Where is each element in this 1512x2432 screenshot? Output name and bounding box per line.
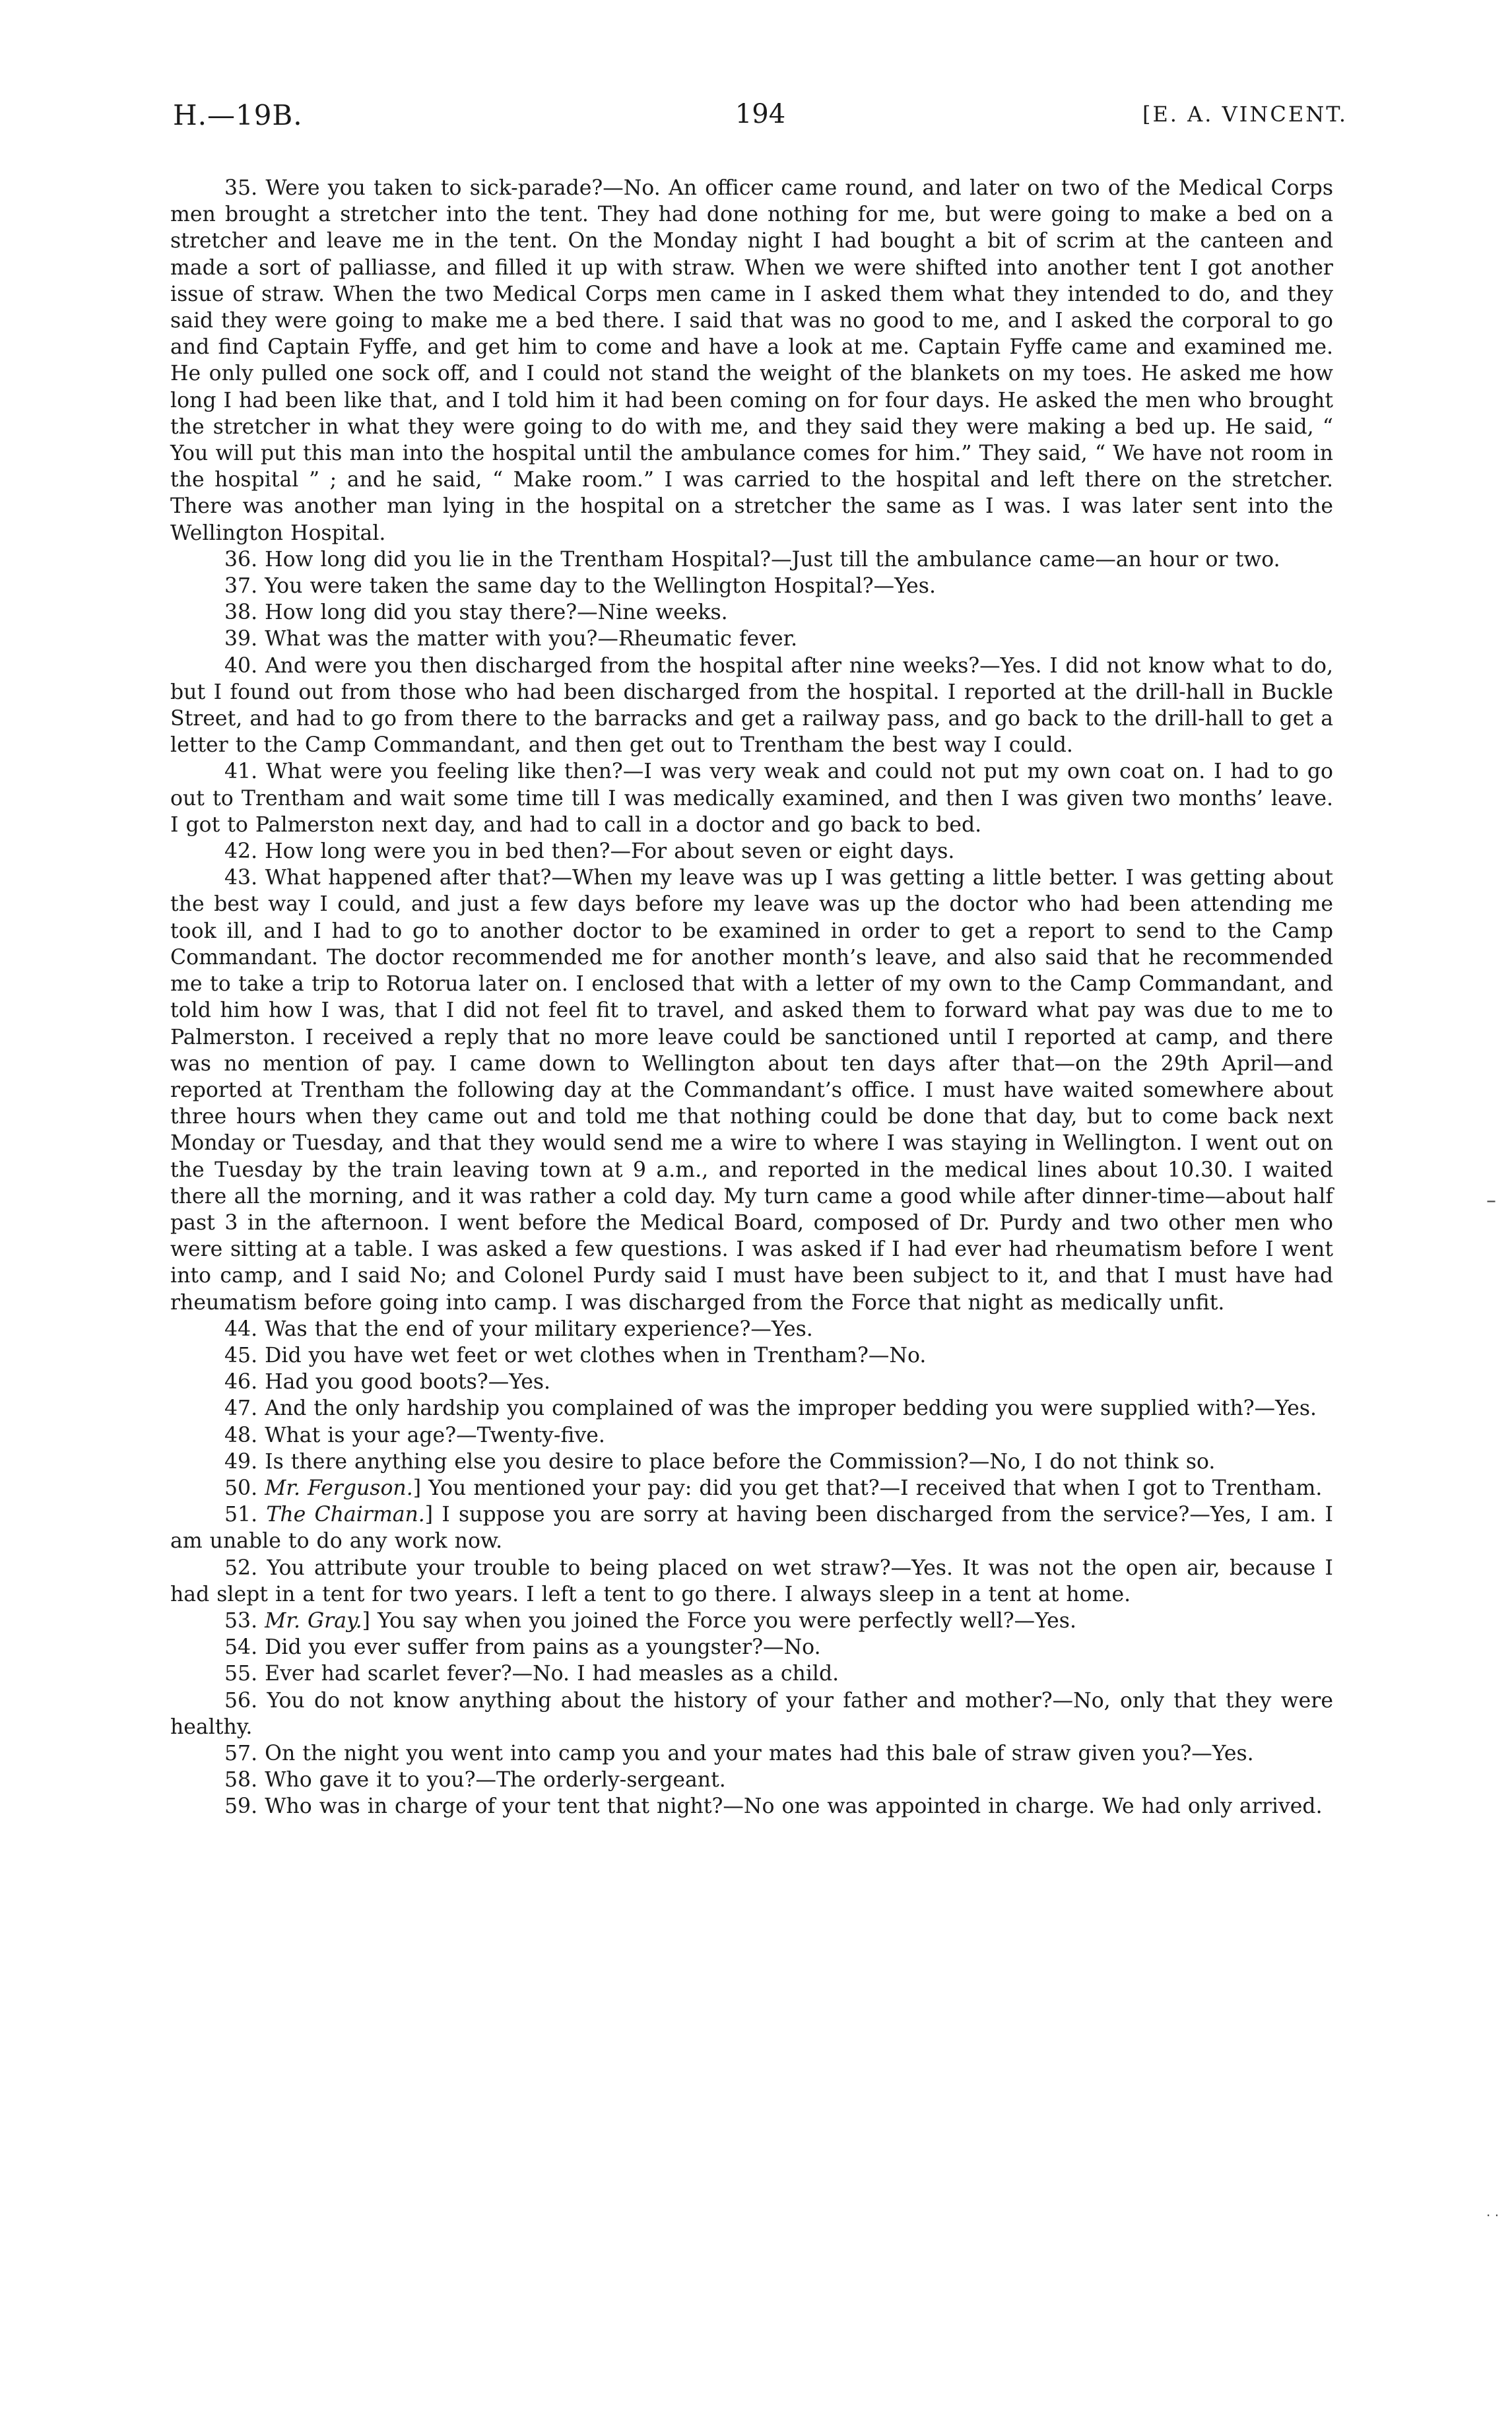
question-answer-text: And were you then discharged from the hospital after nine weeks?—Yes. I did not know what to do, but I found out from those who had been discharged from the hospital. I reported at the drill-hall in Buckle Street, and had to go from there to the barracks and get a railway pass, and go back to the drill-hall to get a letter to the Camp Commandant, and then get out to Trentham the best way I could. (170, 653, 1333, 758)
question-number: 37. (224, 574, 258, 599)
question-paragraph (170, 1688, 1333, 1740)
question-answer-text: What was the matter with you?—Rheumatic fever. (265, 627, 798, 651)
question-number: 58. (224, 1768, 258, 1792)
question-paragraph (170, 599, 1333, 626)
question-number: 43. (224, 866, 258, 890)
page-number: 194 (735, 99, 786, 129)
question-paragraph (170, 1501, 1333, 1554)
question-paragraph (170, 546, 1333, 573)
question-number: 48. (224, 1423, 258, 1447)
question-number: 55. (224, 1662, 258, 1686)
question-answer-text: And the only hardship you complained of was the improper bedding you were supplied with?—Yes. (265, 1397, 1317, 1421)
question-paragraph (170, 1316, 1333, 1342)
question-number: 51. (224, 1503, 258, 1527)
question-answer-text: Who gave it to you?—The orderly-sergeant. (265, 1768, 726, 1792)
question-paragraph (170, 1342, 1333, 1369)
question-number: 44. (224, 1317, 258, 1341)
question-answer-text: Is there anything else you desire to place before the Commission?—No, I do not think so. (265, 1449, 1216, 1474)
question-paragraph (170, 626, 1333, 652)
question-number: 40. (224, 653, 258, 678)
question-number: 53. (224, 1608, 258, 1633)
question-answer-text: ] You mentioned your pay: did you get that?—I received that when I got to Trentham. (412, 1476, 1323, 1500)
question-paragraph (170, 1740, 1333, 1767)
question-paragraph (170, 1660, 1333, 1687)
margin-dot-mark: · · (1486, 2208, 1499, 2223)
question-paragraph (170, 573, 1333, 599)
question-number: 57. (224, 1741, 258, 1765)
question-paragraph (170, 1475, 1333, 1501)
question-number: 54. (224, 1635, 258, 1660)
question-number: 45. (224, 1343, 258, 1367)
question-paragraph (170, 1767, 1333, 1793)
margin-dash-mark: – (1486, 1189, 1496, 1212)
question-paragraph (170, 865, 1333, 1315)
question-paragraph (170, 1634, 1333, 1660)
question-answer-text: ] You say when you joined the Force you were perfectly well?—Yes. (362, 1608, 1076, 1633)
question-paragraph (170, 175, 1333, 546)
question-number: 59. (224, 1794, 258, 1819)
question-paragraph (170, 653, 1333, 759)
testimony-body (170, 175, 1333, 1820)
speaker-name: Mr. Ferguson. (265, 1476, 413, 1500)
speaker-name: Mr. Gray. (265, 1608, 362, 1633)
witness-name: [E. A. VINCENT. (1142, 102, 1348, 127)
question-number: 52. (224, 1556, 258, 1580)
question-answer-text: How long were you in bed then?—For about seven or eight days. (265, 839, 955, 864)
question-number: 49. (224, 1449, 258, 1474)
question-answer-text: Who was in charge of your tent that night?—No one was appointed in charge. We had only arrived. (265, 1794, 1323, 1819)
question-number: 42. (224, 839, 258, 864)
question-answer-text: You were taken the same day to the Wellington Hospital?—Yes. (265, 574, 936, 599)
question-answer-text: Ever had scarlet fever?—No. I had measles as a child. (265, 1662, 839, 1686)
question-paragraph (170, 1395, 1333, 1422)
question-paragraph (170, 1555, 1333, 1608)
question-answer-text: On the night you went into camp you and your mates had this bale of straw given you?—Yes. (265, 1741, 1254, 1765)
question-number: 50. (224, 1476, 258, 1500)
page-header (173, 99, 1348, 145)
question-number: 36. (224, 547, 258, 572)
question-paragraph (170, 1793, 1333, 1820)
question-answer-text: Did you ever suffer from pains as a youngster?—No. (265, 1635, 821, 1660)
question-answer-text: How long did you stay there?—Nine weeks. (265, 601, 728, 625)
question-answer-text: How long did you lie in the Trentham Hospital?—Just till the ambulance came—an hour or two. (265, 547, 1280, 572)
question-paragraph (170, 1608, 1333, 1634)
question-answer-text: Was that the end of your military experience?—Yes. (265, 1317, 813, 1341)
question-answer-text: What is your age?—Twenty-five. (265, 1423, 605, 1447)
question-number: 41. (224, 760, 258, 784)
speaker-name: The Chairman. (266, 1503, 425, 1527)
question-answer-text: What happened after that?—When my leave was up I was getting a little better. I was getting about the best way I could, and just a few days before my leave was up the doctor who had been attending me took ill, and I had to go to another doctor to be examined in order to get a report to send to the Camp Commandant. The doctor recommended me for another month’s leave, and also said that he recommended me to take a trip to Rotorua later on. I enclosed that with a letter of my own to the Camp Commandant, and told him how I was, that I did not feel fit to travel, and asked them to forward what pay was due to me to Palmerston. I received a reply that no more leave could be sanctioned until I reported at camp, and there was no mention of pay. I came down to Wellington about ten days after that—on the 29th April—and reported at Trentham the following day at the Commandant’s office. I must have waited somewhere about three hours when they came out and told me that nothing could be done that day, but to come back next Monday or Tuesday, and that they would send me a wire to where I was staying in Wellington. I went out on the Tuesday by the train leaving town at 9 a.m., and reported in the medical lines about 10.30. I waited there all the morning, and it was rather a cold day. My turn came a good while after dinner-time—about half past 3 in the afternoon. I went before the Medical Board, composed of Dr. Purdy and two other men who were sitting at a table. I was asked a few questions. I was asked if I had ever had rheumatism before I went into camp, and I said No; and Colonel Purdy said I must have been subject to it, and that I must have had rheumatism before going into camp. I was discharged from the Force that night as medically unfit. (170, 866, 1334, 1315)
question-number: 38. (224, 601, 258, 625)
question-answer-text: Did you have wet feet or wet clothes when in Trentham?—No. (265, 1343, 927, 1367)
document-reference: H.—19B. (173, 99, 303, 131)
question-answer-text: You attribute your trouble to being placed on wet straw?—Yes. It was not the open air, because I had slept in a tent for two years. I left a tent to go there. I always sleep in a tent at home. (170, 1556, 1333, 1606)
question-paragraph (170, 1422, 1333, 1449)
question-number: 35. (224, 176, 258, 200)
question-paragraph (170, 838, 1333, 865)
question-answer-text: Were you taken to sick-parade?—No. An officer came round, and later on two of the Medical Corps men brought a stretcher into the tent. They had done nothing for me, but were going to make a bed on a stretcher and leave me in the tent. On the Monday night I had bought a bit of scrim at the canteen and made a sort of palliasse, and filled it up with straw. When we were shifted into another tent I got another issue of straw. When the two Medical Corps men came in I asked them what they intended to do, and they said they were going to make me a bed there. I said that was no good to me, and I asked the corporal to go and find Captain Fyffe, and get him to come and have a look at me. Captain Fyffe came and examined me. He only pulled one sock off, and I could not stand the weight of the blankets on my toes. He asked me how long I had been like that, and I told him it had been coming on for four days. He asked the men who brought the stretcher in what they were going to do with me, and they said they were making a bed up. He said, “ You will put this man into the hospital until the ambulance comes for him.” They said, “ We have not room in the hospital ” ; and he said, “ Make room.” I was carried to the hospital and left there on the stretcher. There was another man lying in the hospital on a stretcher the same as I was. I was later sent into the Wellington Hospital. (170, 176, 1333, 545)
question-answer-text: ] I suppose you are sorry at having been discharged from the service?—Yes, I am. I am unable to do any work now. (170, 1503, 1333, 1554)
question-number: 46. (224, 1370, 258, 1395)
question-answer-text: Had you good boots?—Yes. (265, 1370, 551, 1395)
question-paragraph (170, 1369, 1333, 1395)
question-number: 56. (224, 1688, 258, 1713)
question-answer-text: What were you feeling like then?—I was very weak and could not put my own coat on. I had to go out to Trentham and wait some time till I was medically examined, and then I was given two months’ leave. I got to Palmerston next day, and had to call in a doctor and go back to bed. (170, 760, 1333, 837)
question-number: 47. (224, 1397, 258, 1421)
question-paragraph (170, 1449, 1333, 1475)
question-number: 39. (224, 627, 258, 651)
question-answer-text: You do not know anything about the history of your father and mother?—No, only that they were healthy. (170, 1688, 1333, 1739)
question-paragraph (170, 758, 1333, 838)
